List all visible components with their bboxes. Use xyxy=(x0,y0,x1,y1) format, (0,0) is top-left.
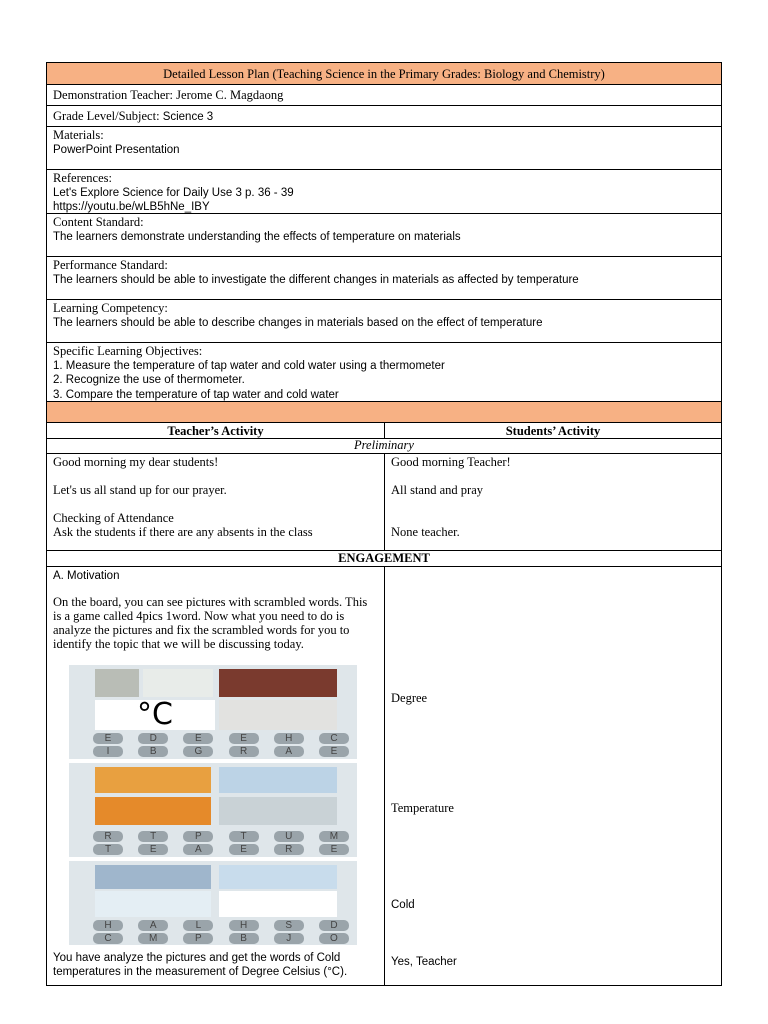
letter-tile: B xyxy=(229,933,259,944)
letter-tile: R xyxy=(229,746,259,757)
letter-tile: E xyxy=(229,733,259,744)
frosty-trees-picture xyxy=(219,865,337,889)
students-attendance: None teacher. xyxy=(391,525,460,539)
objectives-row xyxy=(46,343,722,402)
grade-value: Science 3 xyxy=(162,111,214,123)
objective-2: 2. Recognize the use of thermometer. xyxy=(53,374,245,386)
graduation-cap-picture xyxy=(219,669,337,697)
cold-person-picture xyxy=(95,865,211,889)
letter-tile: C xyxy=(319,733,349,744)
students-prayer: All stand and pray xyxy=(391,483,483,497)
puzzle-3-tiles-row-1 xyxy=(93,920,349,931)
snowy-landscape-picture xyxy=(219,767,337,793)
letter-tile: P xyxy=(183,831,213,842)
letter-tile: I xyxy=(93,746,123,757)
letter-tile: T xyxy=(93,844,123,855)
letter-tile: T xyxy=(229,831,259,842)
materials-value: PowerPoint Presentation xyxy=(53,143,180,156)
letter-tile: M xyxy=(319,831,349,842)
letter-tile: E xyxy=(229,844,259,855)
engagement-students xyxy=(385,567,721,985)
chat-message-picture xyxy=(219,891,337,917)
students-greeting: Good morning Teacher! xyxy=(391,455,511,469)
lesson-plan-document xyxy=(46,62,722,986)
puzzle-2-tiles-row-2 xyxy=(93,844,349,855)
teacher-prayer: Let's us all stand up for our prayer. xyxy=(53,483,227,497)
references-row xyxy=(46,170,722,214)
letter-tile: G xyxy=(183,746,213,757)
teacher-attendance-label: Checking of Attendance xyxy=(53,511,174,525)
grade-label: Grade Level/Subject: xyxy=(53,109,160,123)
answer-cold: Cold xyxy=(391,899,415,911)
letter-tile: H xyxy=(229,920,259,931)
performance-standard-label: Performance Standard: xyxy=(53,258,168,272)
letter-tile: R xyxy=(93,831,123,842)
puzzle-2 xyxy=(69,763,357,857)
teacher-name: Demonstration Teacher: Jerome C. Magdaong xyxy=(46,85,722,106)
performance-standard-row xyxy=(46,257,722,300)
students-column-header: Students’ Activity xyxy=(505,424,601,438)
letter-tile: A xyxy=(183,844,213,855)
references-line-2: https://youtu.be/wLB5hNe_IBY xyxy=(53,201,210,213)
preliminary-teacher xyxy=(47,454,385,550)
references-line-1: Let's Explore Science for Daily Use 3 p. 36 - 39 xyxy=(53,186,294,199)
letter-tile: D xyxy=(319,920,349,931)
letter-tile: E xyxy=(138,844,168,855)
sunset-picture xyxy=(95,767,211,793)
materials-label: Materials: xyxy=(53,128,104,142)
letter-tile: E xyxy=(183,733,213,744)
letter-tile: A xyxy=(274,746,304,757)
engagement-teacher xyxy=(47,567,385,985)
content-standard-value: The learners demonstrate understanding the effects of temperature on materials xyxy=(53,230,461,243)
cold-thermometer-picture xyxy=(219,797,337,825)
puzzle-1 xyxy=(69,665,357,759)
objectives-label: Specific Learning Objectives: xyxy=(53,344,203,358)
engagement-section xyxy=(46,567,722,986)
motivation-instructions: On the board, you can see pictures with scrambled words. This is a game called 4pics 1word. Now what you need to do is analyze the pictures and fix the scrambled words for you to identify the topic that we will be discussing today. xyxy=(53,595,368,651)
competency-label: Learning Competency: xyxy=(53,301,168,315)
objective-1: 1. Measure the temperature of tap water and cold water using a thermometer xyxy=(53,359,445,372)
letter-tile: D xyxy=(138,733,168,744)
letter-tile: H xyxy=(274,733,304,744)
answer-temperature: Temperature xyxy=(391,801,454,815)
teacher-attendance-ask: Ask the students if there are any absents in the class xyxy=(53,525,313,539)
spacer-header-band xyxy=(46,402,722,423)
letter-tile: R xyxy=(274,844,304,855)
letter-tile: A xyxy=(138,920,168,931)
answer-degree: Degree xyxy=(391,691,428,705)
letter-tile: M xyxy=(138,933,168,944)
closing-response: Yes, Teacher xyxy=(391,956,457,968)
motivation-label: A. Motivation xyxy=(53,570,120,582)
grade-level xyxy=(46,106,722,127)
teacher-greeting: Good morning my dear students! xyxy=(53,455,219,469)
letter-tile: E xyxy=(93,733,123,744)
puzzle-1-tiles-row-2 xyxy=(93,746,349,757)
letter-tile: S xyxy=(274,920,304,931)
puzzle-3-tiles-row-2 xyxy=(93,933,349,944)
letter-tile: T xyxy=(138,831,168,842)
letter-tile: J xyxy=(274,933,304,944)
letter-tile: P xyxy=(183,933,213,944)
celsius-symbol: °C xyxy=(95,700,215,730)
letter-tile: C xyxy=(93,933,123,944)
content-standard-label: Content Standard: xyxy=(53,215,144,229)
dial-thermometer-picture xyxy=(219,700,337,730)
competency-value: The learners should be able to describe changes in materials based on the effect of temperature xyxy=(53,316,543,329)
snow-tree-picture xyxy=(143,669,213,697)
teacher-column-header: Teacher’s Activity xyxy=(47,423,385,438)
letter-tile: U xyxy=(274,831,304,842)
puzzle-3 xyxy=(69,861,357,945)
engagement-heading: ENGAGEMENT xyxy=(46,551,722,567)
letter-tile: E xyxy=(319,746,349,757)
hot-thermometer-picture xyxy=(95,797,211,825)
letter-tile: L xyxy=(183,920,213,931)
references-label: References: xyxy=(53,171,112,185)
preliminary-students xyxy=(385,454,721,550)
column-headers xyxy=(46,423,722,439)
preliminary-heading: Preliminary xyxy=(46,439,722,454)
objective-3: 3. Compare the temperature of tap water and cold water xyxy=(53,388,339,401)
motivation-closing: You have analyze the pictures and get the words of Cold temperatures in the measurement of Degree Celsius (°C). xyxy=(53,952,348,978)
thermometer-picture xyxy=(95,669,139,697)
letter-tile: H xyxy=(93,920,123,931)
letter-tile: B xyxy=(138,746,168,757)
content-standard-row xyxy=(46,214,722,257)
preliminary-section xyxy=(46,454,722,551)
materials-row xyxy=(46,127,722,170)
competency-row xyxy=(46,300,722,343)
letter-tile: O xyxy=(319,933,349,944)
document-title: Detailed Lesson Plan (Teaching Science in the Primary Grades: Biology and Chemistry) xyxy=(46,62,722,85)
performance-standard-value: The learners should be able to investigate the different changes in materials as affected by temperature xyxy=(53,273,579,286)
puzzle-2-tiles-row-1 xyxy=(93,831,349,842)
letter-tile: E xyxy=(319,844,349,855)
ice-cubes-picture xyxy=(95,891,211,917)
puzzle-1-tiles-row-1 xyxy=(93,733,349,744)
